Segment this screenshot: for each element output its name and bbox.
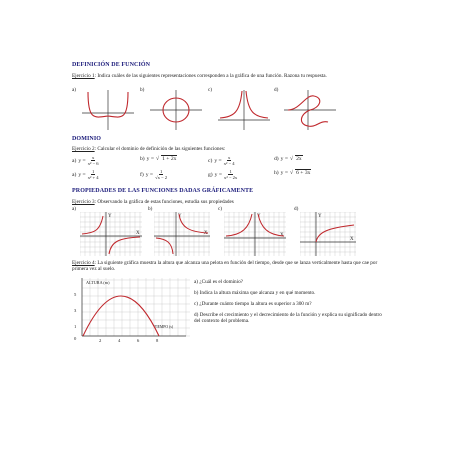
- func-num: 1: [229, 169, 232, 174]
- sqrt-icon: √: [156, 155, 160, 162]
- exercise-1-label: Ejercicio 1: [72, 73, 95, 79]
- func-g2: [208, 169, 237, 180]
- question-a: a) ¿Cuál es el dominio?: [194, 279, 243, 285]
- axis-x-label: X: [204, 231, 208, 236]
- axis-y-label: Y: [108, 214, 112, 219]
- func-radicand: 6 + 3x: [296, 170, 311, 176]
- func-den: x² − 6: [87, 161, 99, 166]
- func-a2: [72, 169, 99, 180]
- axis-y-label: Y: [178, 214, 182, 219]
- graph-3d: [300, 212, 356, 256]
- ytick-5: 5: [74, 292, 77, 297]
- section-title-definicion: DEFINICIÓN DE FUNCIÓN: [72, 62, 151, 68]
- ytick-3: 3: [74, 308, 77, 313]
- question-d: d) Describe el crecimiento y el decrecimiento de la función y explica su significado dentro del contexto del problema.: [194, 312, 382, 324]
- func-fraction: [88, 155, 99, 166]
- xtick-4: 4: [118, 338, 121, 342]
- func-label: d): [274, 155, 279, 162]
- func-fraction: [155, 169, 167, 180]
- fig1-label-d: d): [274, 87, 279, 93]
- func-num: 1: [159, 169, 163, 174]
- ytick-0: 0: [74, 336, 77, 341]
- height-chart: [72, 276, 190, 342]
- axis-y-label: Y: [318, 214, 322, 219]
- func-label: a): [72, 157, 77, 164]
- exercise-2-body: : Calcular el dominio de definición de las siguientes funciones:: [94, 146, 226, 152]
- func-fraction: [224, 169, 237, 180]
- grid: [300, 212, 356, 256]
- func-fraction: [224, 155, 235, 166]
- func-label: c): [208, 157, 213, 164]
- fig1-label-c: c): [208, 87, 213, 93]
- func-radicand: 1 + 2x: [162, 156, 177, 162]
- func-label: f): [140, 171, 144, 178]
- func-y: y =: [145, 171, 154, 178]
- xtick-8: 8: [156, 338, 159, 342]
- func-den: √x − 2: [155, 175, 168, 180]
- func-num: x: [92, 155, 95, 160]
- fig3-label-c: c): [218, 206, 223, 212]
- exercise-4-body: : La siguiente gráfica muestra la altura que alcanza una pelota en función del tiempo, desde que se lanza verticalmente hasta que cae por primera vez al suelo.: [72, 260, 378, 273]
- grid: [154, 212, 210, 256]
- func-y: y =: [78, 171, 86, 178]
- func-c1: [208, 155, 235, 166]
- func-a1: [72, 155, 99, 166]
- section-title-dominio: DOMINIO: [72, 136, 102, 142]
- ytick-1: 1: [74, 324, 77, 329]
- func-den: x² − 4: [223, 161, 235, 166]
- func-y: y =: [280, 155, 289, 162]
- exercise-4-text: [72, 260, 384, 273]
- exercise-2-label: Ejercicio 2: [72, 146, 95, 152]
- func-label: h): [274, 169, 279, 176]
- exercise-3-body: : Observando la gráfica de estas funciones, estudia sus propiedades: [94, 199, 234, 205]
- section-title-propiedades: PROPIEDADES DE LAS FUNCIONES DADAS GRÁFICAMENTE: [72, 188, 254, 194]
- axis-x-label: X: [136, 231, 140, 236]
- func-label: a): [72, 171, 77, 178]
- question-b: b) Indica la altura máxima que alcanza y en qué momento.: [194, 290, 316, 296]
- func-den: x² − 2x: [224, 175, 238, 180]
- exercise-4-label: Ejercicio 4: [72, 260, 95, 266]
- func-fraction: [88, 169, 99, 180]
- grid: [82, 278, 190, 336]
- axis-x-label: X: [350, 237, 354, 242]
- graph-1c: [218, 90, 270, 130]
- func-y: y =: [214, 171, 223, 178]
- graph-1d: [284, 90, 336, 130]
- fig1-label-a: a): [72, 87, 77, 93]
- xtick-2: 2: [99, 338, 102, 342]
- func-label: b): [140, 155, 145, 162]
- func-b1: [140, 155, 177, 162]
- chart-ylabel: ALTURA (m): [86, 280, 110, 285]
- sqrt-icon: √: [290, 169, 294, 176]
- xtick-6: 6: [137, 338, 140, 342]
- axis-y-label: Y: [257, 214, 261, 219]
- graph-3c: [224, 212, 286, 256]
- func-y: y =: [78, 157, 86, 164]
- graph-3b: [154, 212, 210, 256]
- func-den: x² + 4: [87, 175, 99, 180]
- graph-3a: [80, 212, 142, 256]
- exercise-1-body: : Indica cuáles de las siguientes representaciones corresponden a la gráfica de una función. Razona tu respuesta.: [94, 73, 327, 79]
- graph-1b: [150, 90, 202, 130]
- func-num: x: [228, 155, 231, 160]
- func-radicand: 2x: [296, 156, 302, 162]
- fig3-label-d: d): [294, 206, 299, 212]
- sqrt-icon: √: [290, 155, 294, 162]
- graph-1a: [82, 90, 134, 130]
- func-d1: [274, 155, 303, 162]
- question-c: c) ¿Durante cuánto tiempo la altura es superior a 300 m?: [194, 301, 312, 307]
- fig3-label-b: b): [148, 206, 153, 212]
- fig1-label-b: b): [140, 87, 145, 93]
- func-f2: [140, 169, 167, 180]
- func-label: g): [208, 171, 213, 178]
- exercise-3-label: Ejercicio 3: [72, 199, 95, 205]
- func-y: y =: [146, 155, 155, 162]
- func-y: y =: [280, 169, 289, 176]
- exercise-2-text: [72, 146, 384, 152]
- chart-xlabel: TIEMPO (s): [154, 325, 174, 329]
- fig3-label-a: a): [72, 206, 77, 212]
- axis-x-label: X: [280, 233, 284, 238]
- func-h2: [274, 169, 311, 176]
- exercise-1-text: [72, 73, 384, 79]
- func-y: y =: [214, 157, 222, 164]
- exercise-3-text: [72, 199, 384, 205]
- func-num: 1: [92, 169, 95, 174]
